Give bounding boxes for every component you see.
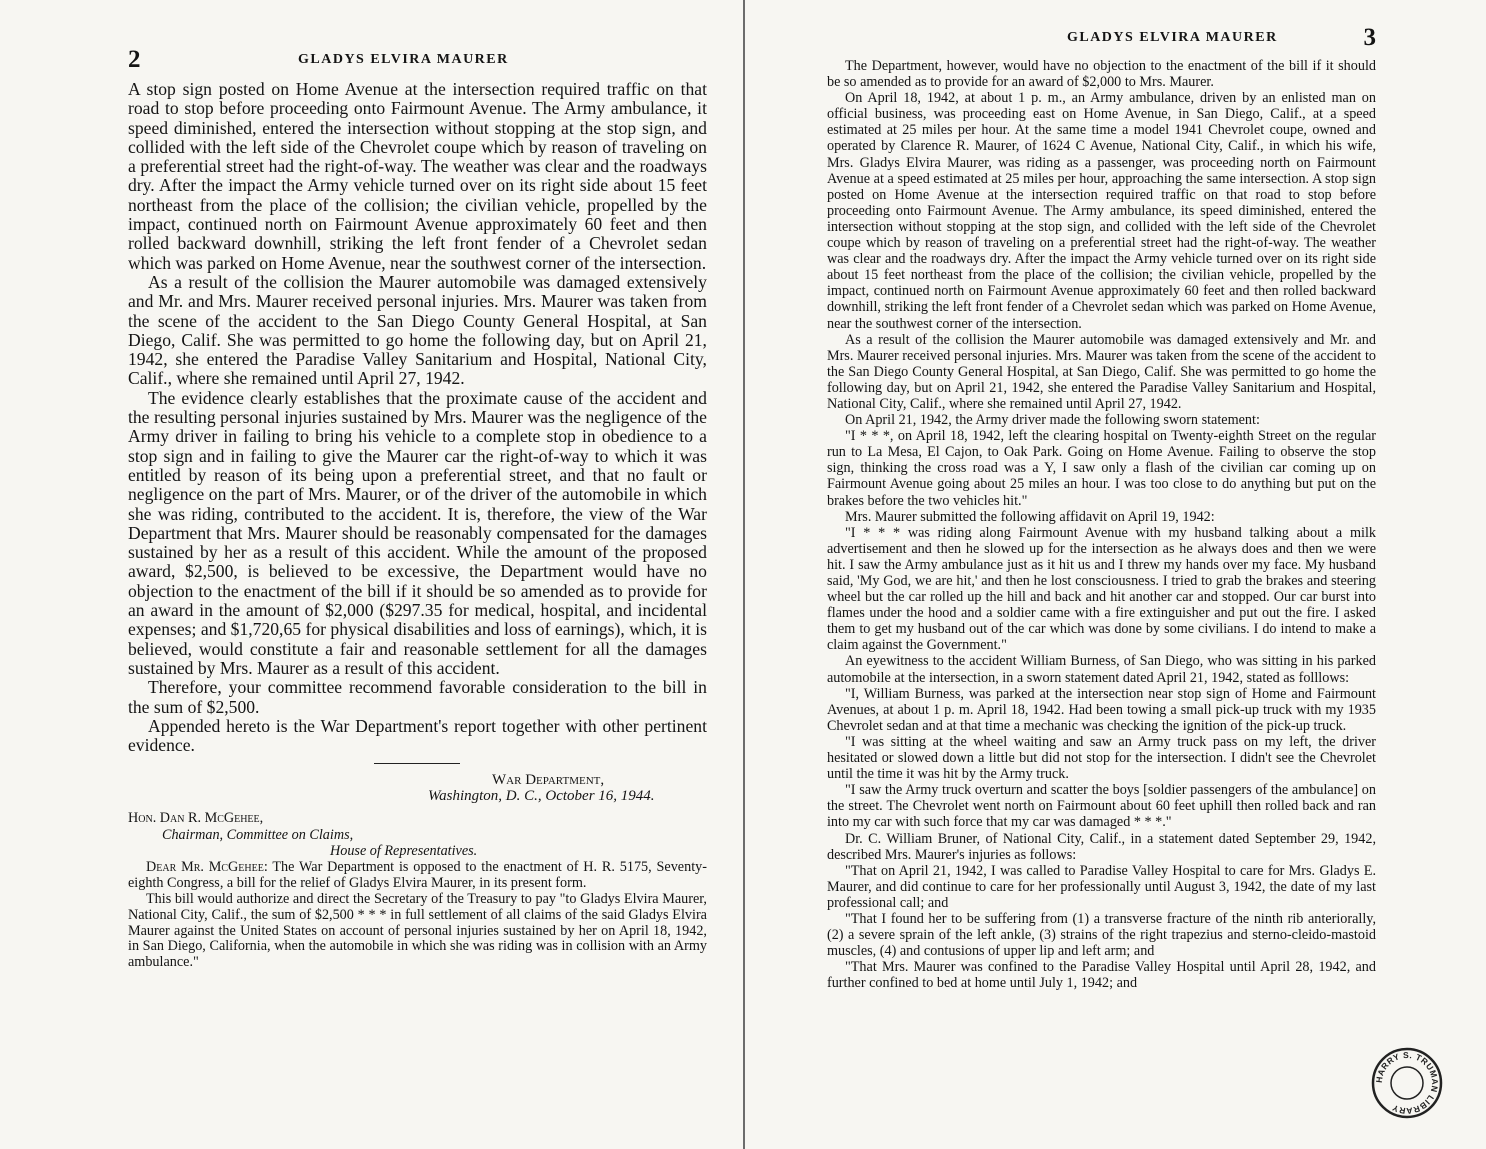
section-rule	[374, 763, 460, 764]
recipient-body: House of Representatives.	[330, 843, 478, 860]
running-head	[827, 24, 1376, 52]
department: War Department,	[492, 772, 605, 789]
paragraph: Therefore, your committee recommend favorable consideration to the bill in the sum of $2,500.	[128, 677, 707, 717]
report-body	[128, 80, 707, 755]
letter-heading	[128, 772, 707, 804]
letter-text: The War Department is opposed to the enactment of H. R. 5175, Seventy-eighth Congress, a bill for the relief of Gladys Elvira Maurer, in its present form.	[128, 858, 707, 891]
library-stamp	[1370, 1046, 1444, 1120]
letter-paragraph	[128, 860, 707, 892]
paragraph: Dr. C. William Bruner, of National City, Calif., in a statement dated September 29, 1942, described Mrs. Maurer's injuries as follows:	[826, 830, 1376, 863]
recipient-address	[128, 810, 707, 860]
quoted-paragraph: "I saw the Army truck overturn and scatter the boys [soldier passengers of the ambulance] on the street. The Chevrolet went north on Fairmount about 60 feet uphill then rolled back and ran into my car with such force that my car was damaged * * *."	[826, 782, 1376, 831]
quoted-paragraph: "I was sitting at the wheel waiting and saw an Army truck pass on my left, the driver hesitated or slowed down a little but did not stop for the intersection. I didn't see the Chevrolet until the time it was hit by the Army truck.	[826, 733, 1376, 783]
paragraph: On April 21, 1942, the Army driver made the following sworn statement:	[844, 412, 1260, 429]
dateline: Washington, D. C., October 16, 1944.	[428, 788, 655, 805]
paragraph: The evidence clearly establishes that the proximate cause of the accident and the resulting personal injuries sustained by Mrs. Maurer was the negligence of the Army driver in failing to bring his vehicle to a complete stop in obedience to a stop sign and in failing to give the Maurer car the right-of-way to which it was entitled by reason of its being upon a preferential street, and that no fault or negligence on the part of Mrs. Maurer, or of the driver of the automobile in which she was riding, contributed to the accident. It is, therefore, the view of the War Department that Mrs. Maurer should be reasonably compensated for the damages sustained by her as a result of this accident. While the amount of the proposed award, $2,500, is believed to be excessive, the Department would have no objection to the enactment of the bill if it should be so amended as to provide for an award in the amount of $2,000 ($297.35 for medical, hospital, and incidental expenses; and $1,720,65 for physical disabilities and loss of earnings), which, it is believed, would constitute a fair and reasonable settlement for all the damages sustained by Mrs. Maurer as a result of this accident.	[128, 387, 707, 678]
quoted-paragraph: "I * * *, on April 18, 1942, left the clearing hospital on Twenty-eighth Street on the regular run to La Mesa, El Cajon, to Oak Park. Going on Home Avenue. Failing to observe the stop sign, thinking the cross road was a Y, I saw only a flash of the civilian car coming up on Fairmount Avenue going about 25 miles an hour. I was too close to do anything but put on the brakes before the two vehicles hit."	[826, 428, 1376, 509]
paragraph: On April 18, 1942, at about 1 p. m., an Army ambulance, driven by an enlisted man on official business, was proceeding east on Home Avenue, in San Diego, Calif., at a speed estimated at 25 miles per hour. At the same time a model 1941 Chevrolet coupe, owned and operated by Clarence R. Maurer, of 1624 C Avenue, National City, Calif., in which his wife, Mrs. Gladys Elvira Maurer, was riding as a passenger, was proceeding north on Fairmount Avenue at a speed estimated at 25 miles per hour, approaching the same intersection. A stop sign posted on Home Avenue at the intersection required traffic on that road to stop before proceeding onto Fairmount Avenue. The Army ambulance, its speed diminished, entered the intersection without stopping at the stop sign, and collided with the left side of the Chevrolet coupe which by reason of traveling on a preferential street had the right-of-way. The weather was clear and the roadways dry. After the impact the Army vehicle turned over on its right side about 15 feet northeast from the place of the collision; the civilian vehicle, propelled by the impact, continued north on Fairmount Avenue approximately 60 feet and then rolled backward downhill, striking the left front fender of a Chevrolet sedan which was parked on Home Avenue, near the southwest corner of the intersection.	[826, 90, 1376, 332]
quoted-paragraph: "That on April 21, 1942, I was called to Paradise Valley Hospital to care for Mrs. Gladys E. Maurer, and did continue to care for her professionally until August 3, 1942, the date of my last professional call; and	[826, 862, 1376, 911]
paragraph: As a result of the collision the Maurer automobile was damaged extensively and Mr. and Mrs. Maurer received personal injuries. Mrs. Maurer was taken from the scene of the accident to the San Diego County General Hospital, at San Diego, Calif. She was permitted to go home the following day, but on April 21, 1942, she entered the Paradise Valley Sanitarium and Hospital, National City, Calif., where she remained until April 27, 1942.	[128, 271, 707, 389]
report-body	[827, 58, 1376, 991]
page-number: 2	[128, 46, 141, 73]
paragraph: Appended hereto is the War Department's report together with other pertinent evidence.	[128, 715, 707, 756]
paragraph: The Department, however, would have no objection to the enactment of the bill if it should be so amended as to provide for an award of $2,000 to Mrs. Maurer.	[826, 58, 1376, 91]
quoted-paragraph: "That Mrs. Maurer was confined to the Paradise Valley Hospital until April 28, 1942, and further confined to bed at home until July 1, 1942; and	[826, 959, 1376, 992]
paragraph: As a result of the collision the Maurer automobile was damaged extensively and Mr. and Mrs. Maurer received personal injuries. Mrs. Maurer was taken from the scene of the accident to the San Diego County General Hospital, at San Diego, Calif. She was permitted to go home the following day, but on April 21, 1942, she entered the Paradise Valley Sanitarium and Hospital, National City, Calif., where she remained until April 27, 1942.	[826, 331, 1376, 412]
letter-body	[128, 860, 707, 971]
quoted-paragraph: "That I found her to be suffering from (1) a transverse fracture of the ninth rib anteriorally, (2) a severe sprain of the left ankle, (3) strains of the right trapezius and sterno-cleido-mastoid muscles, (4) and contusions of upper lip and left arm; and	[826, 910, 1376, 960]
recipient-name: Hon. Dan R. McGehee,	[128, 810, 264, 827]
running-title: GLADYS ELVIRA MAURER	[1066, 30, 1278, 45]
recipient-title: Chairman, Committee on Claims,	[162, 826, 354, 843]
paragraph: Mrs. Maurer submitted the following affidavit on April 19, 1942:	[844, 508, 1215, 525]
running-head	[128, 46, 707, 74]
stamp-text: HARRY S. TRUMAN LIBRARY	[1373, 1049, 1441, 1117]
quoted-paragraph: "I * * * was riding along Fairmount Avenue with my husband talking about a milk advertisement and then he slowed up for the intersection as he always does and then we were hit. I saw the Army ambulance just as it hit us and I threw my hands over my face. My husband said, 'My God, we are hit,' and then he lost consciousness. I tried to grab the brakes and steering wheel but the car rolled up the hill and back and hit another car and stopped. Our car burst into flames under the hood and a soldier came with a fire extinguisher and put out the fire. I asked them to get my husband out of the car which was done by some civilians. I do intend to make a claim against the Government."	[826, 524, 1376, 654]
right-page	[745, 0, 1486, 1149]
letter-paragraph: This bill would authorize and direct the Secretary of the Treasury to pay "to Gladys Elvira Maurer, National City, Calif., the sum of $2,500 * * * in full settlement of all claims of the said Gladys Elvira Maurer against the United States on account of personal injuries sustained by her on April 18, 1942, in San Diego, California, when the automobile in which she was riding was in collision with an Army ambulance."	[128, 890, 707, 971]
quoted-paragraph: "I, William Burness, was parked at the intersection near stop sign of Home and Fairmount Avenues, at about 1 p. m. April 18, 1942. Had been towing a small pick-up truck with my 1935 Chevrolet sedan and at that time a mechanic was checking the ignition of the pick-up truck.	[826, 685, 1376, 734]
salutation: Dear Mr. McGehee:	[146, 858, 268, 875]
running-title: GLADYS ELVIRA MAURER	[298, 52, 509, 67]
paragraph: An eyewitness to the accident William Burness, of San Diego, who was sitting in his parked automobile at the intersection, in a sworn statement dated April 21, 1942, stated as folllows:	[826, 653, 1376, 686]
paragraph: A stop sign posted on Home Avenue at the intersection required traffic on that road to stop before proceeding onto Fairmount Avenue. The Army ambulance, it speed diminished, entered the intersection without stopping at the stop sign, and collided with the left side of the Chevrolet coupe which by reason of traveling on a preferential street had the right-of-way. The weather was clear and the roadways dry. After the impact the Army vehicle turned over on its right side about 15 feet northeast from the place of the collision; the civilian vehicle, propelled by the impact, continued north on Fairmount Avenue approximately 60 feet and then rolled backward downhill, striking the left front fender of a Chevrolet sedan which was parked on Home Avenue, near the southwest corner of the intersection.	[128, 79, 707, 273]
page-number: 3	[1363, 24, 1376, 51]
